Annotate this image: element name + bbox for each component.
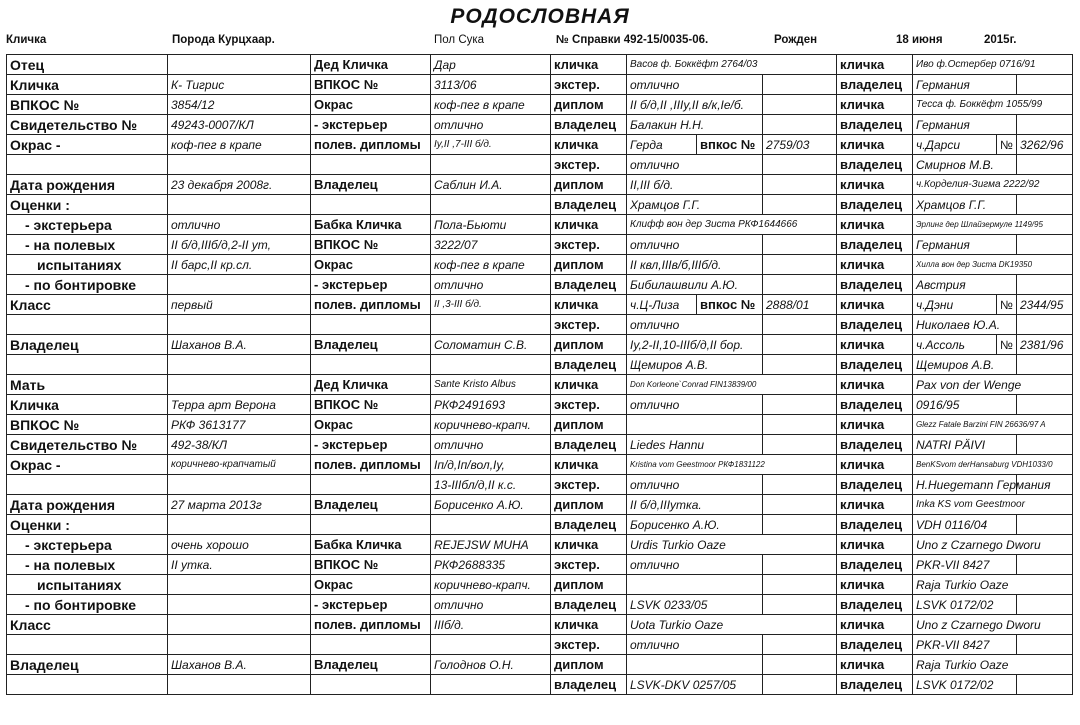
mother-ratings-label: Оценки : bbox=[7, 515, 168, 535]
g3-row6-owner-label: владелец bbox=[837, 315, 913, 335]
g3-row15-owner: LSVK 0172/02 bbox=[913, 675, 1017, 695]
ggp-b6-ext: отлично bbox=[627, 475, 763, 495]
ggp-b8-name: Uota Turkio Oaze bbox=[627, 615, 837, 635]
ggp-b8-ext: отлично bbox=[627, 635, 763, 655]
ggp-b6-owner-label: владелец bbox=[551, 515, 627, 535]
g3-row1-name-label: кличка bbox=[837, 95, 913, 115]
gp-mf-owner: Борисенко А.Ю. bbox=[431, 495, 551, 515]
g3-row15-owner-label: владелец bbox=[837, 675, 913, 695]
g3-row13-name-label: кличка bbox=[837, 575, 913, 595]
ggp-b5-owner: Liedes Hannu bbox=[627, 435, 763, 455]
ggp-b6-dipl-label: диплом bbox=[551, 495, 627, 515]
header-birth-year: 2015г. bbox=[984, 34, 1017, 46]
gp-mf-dipl-cont: 13-IIIбл/д,II к.с. bbox=[431, 475, 551, 495]
g3-row6-name: ч.Дэни bbox=[913, 295, 997, 315]
ggp-b3-owner: Бибилашвили А.Ю. bbox=[627, 275, 763, 295]
ggp-b4-dipl-label: диплом bbox=[551, 335, 627, 355]
g3-row4-name: Эрлинг дер Шлайзермуле 1149/95 bbox=[913, 215, 1073, 235]
ggp-b4-dipl: Iу,2-II,10-IIIб/д,II бор. bbox=[627, 335, 763, 355]
gp-fm-name: Пола-Бьюти bbox=[431, 215, 551, 235]
header-birth-date: 18 июня bbox=[896, 34, 943, 46]
ggp-b4-owner: Щемиров А.В. bbox=[627, 355, 763, 375]
gp-ff-ext: отлично bbox=[431, 115, 551, 135]
ggp-b2-owner-label: владелец bbox=[551, 195, 627, 215]
grandparents-table bbox=[310, 54, 551, 695]
gp-fm-color-label: Окрас bbox=[311, 255, 431, 275]
ggp-b3-ext-label: экстер. bbox=[551, 235, 627, 255]
g3-row9-owner: NATRI PÄIVI bbox=[913, 435, 1017, 455]
ggp-b7-name-label: кличка bbox=[551, 535, 627, 555]
ggp-b8-ext-blank bbox=[763, 635, 837, 655]
gp-mm-vpkos-label: ВПКОС № bbox=[311, 555, 431, 575]
g3-row11-owner-blank bbox=[1017, 515, 1073, 535]
gp-mm-owner-label: Владелец bbox=[311, 655, 431, 675]
gp-mf-vpkos-label: ВПКОС № bbox=[311, 395, 431, 415]
gp-mm-color-label: Окрас bbox=[311, 575, 431, 595]
gp-mm-ext: отлично bbox=[431, 595, 551, 615]
ggp-b1-owner: Балакин Н.Н. bbox=[627, 115, 763, 135]
father-owner-label: Владелец bbox=[7, 335, 168, 355]
mother-vpkos: РКФ 3613177 bbox=[168, 415, 311, 435]
father-bont-label: - по бонтировке bbox=[7, 275, 168, 295]
father-name-label: Кличка bbox=[7, 75, 168, 95]
g3-row0-owner-blank bbox=[1017, 75, 1073, 95]
document-header bbox=[6, 34, 1076, 50]
gp-fm-vpkos-label: ВПКОС № bbox=[311, 235, 431, 255]
g3-row1-owner: Германия bbox=[913, 115, 1017, 135]
ggp-b2-vpkos: 2759/03 bbox=[763, 135, 837, 155]
g3-row2-no: 3262/96 bbox=[1017, 135, 1073, 155]
gp-mm-ext-label: - экстерьер bbox=[311, 595, 431, 615]
gp-ff-color-label: Окрас bbox=[311, 95, 431, 115]
mother-bont-label: - по бонтировке bbox=[7, 595, 168, 615]
ggp-b6-dipl-blank bbox=[763, 495, 837, 515]
g3-row12-owner: PKR-VII 8427 bbox=[913, 555, 1017, 575]
g3-row3-owner-blank bbox=[1017, 195, 1073, 215]
ggp-b6-ext-label: экстер. bbox=[551, 475, 627, 495]
g3-row4-owner: Германия bbox=[913, 235, 1017, 255]
g3-row8-name: Pax von der Wenge bbox=[913, 375, 1073, 395]
g3-row7-owner-label: владелец bbox=[837, 355, 913, 375]
g3-row13-owner-label: владелец bbox=[837, 595, 913, 615]
ggp-b5-ext: отлично bbox=[627, 395, 763, 415]
page-title: РОДОСЛОВНАЯ bbox=[450, 5, 630, 28]
ggp-b8-dipl-label: диплом bbox=[551, 655, 627, 675]
ggp-b1-dipl: II б/д,II ,IIIу,II в/к,Iе/б. bbox=[627, 95, 763, 115]
g3-row5-name-label: кличка bbox=[837, 255, 913, 275]
ggp-b8-dipl-blank bbox=[763, 655, 837, 675]
gp-ff-dipl: Iу,II ,7-III б/д. bbox=[431, 135, 551, 155]
gp-mm-dipl: IIIб/д. bbox=[431, 615, 551, 635]
mother-owner-label: Владелец bbox=[7, 655, 168, 675]
g3-row7-owner: Щемиров А.В. bbox=[913, 355, 1017, 375]
g3-row2-owner-label: владелец bbox=[837, 155, 913, 175]
g3-row6-owner: Николаев Ю.А. bbox=[913, 315, 1017, 335]
great-grandparents-table bbox=[550, 54, 837, 695]
g3-row13-owner-blank bbox=[1017, 595, 1073, 615]
g3-row15-name: Raja Turkio Oaze bbox=[913, 655, 1073, 675]
ggp-b7-owner-blank bbox=[763, 595, 837, 615]
mother-field: II утка. bbox=[168, 555, 311, 575]
g3-row7-no-label: № bbox=[997, 335, 1017, 355]
gp-mf-name-label: Дед Кличка bbox=[311, 375, 431, 395]
mother-cert-label: Свидетельство № bbox=[7, 435, 168, 455]
gp-mf-color: коричнево-крапч. bbox=[431, 415, 551, 435]
header-sex: Пол Сука bbox=[434, 34, 485, 46]
father-cert-label: Свидетельство № bbox=[7, 115, 168, 135]
ggp-b1-owner-label: владелец bbox=[551, 115, 627, 135]
ggp-b2-ext-label: экстер. bbox=[551, 155, 627, 175]
ggp-b2-name-label: кличка bbox=[551, 135, 627, 155]
gp-ff-dipl-label: полев. дипломы bbox=[311, 135, 431, 155]
ggp-b4-ext: отлично bbox=[627, 315, 763, 335]
g3-row5-owner-label: владелец bbox=[837, 275, 913, 295]
g3-row12-owner-blank bbox=[1017, 555, 1073, 575]
gp-fm-name-label: Бабка Кличка bbox=[311, 215, 431, 235]
gp-mm-owner: Голоднов О.Н. bbox=[431, 655, 551, 675]
ggp-b1-name-label: кличка bbox=[551, 55, 627, 75]
father-trials-label: испытаниях bbox=[7, 255, 168, 275]
ggp-b6-ext-blank bbox=[763, 475, 837, 495]
gp-mm-name: REJEJSW MUHA bbox=[431, 535, 551, 555]
ggp-b8-dipl bbox=[627, 655, 763, 675]
g3-row15-owner-blank bbox=[1017, 675, 1073, 695]
ggp-b3-dipl: II квл,IIIв/б,IIIб/д. bbox=[627, 255, 763, 275]
g3-row8-owner-label: владелец bbox=[837, 395, 913, 415]
ggp-b8-owner: LSVK-DKV 0257/05 bbox=[627, 675, 763, 695]
ggp-b5-name: Don Korleone`Conrad FIN13839/00 bbox=[627, 375, 837, 395]
ggp-b5-dipl-blank bbox=[763, 415, 837, 435]
ggp-b7-ext-label: экстер. bbox=[551, 555, 627, 575]
mother-color: коричнево-крапчатый bbox=[168, 455, 311, 475]
ggp-b3-dipl-blank bbox=[763, 255, 837, 275]
father-trials: II барс,II кр.сл. bbox=[168, 255, 311, 275]
g3-row6-owner-blank bbox=[1017, 315, 1073, 335]
mother-trials-label: испытаниях bbox=[7, 575, 168, 595]
g3-row11-owner-label: владелец bbox=[837, 515, 913, 535]
great-great-grandparents-table bbox=[836, 54, 1073, 695]
ggp-b8-ext-label: экстер. bbox=[551, 635, 627, 655]
g3-row3-name: ч.Корделия-Зигма 2222/92 bbox=[913, 175, 1073, 195]
gp-ff-vpkos-label: ВПКОС № bbox=[311, 75, 431, 95]
g3-row11-name-label: кличка bbox=[837, 495, 913, 515]
ggp-b3-dipl-label: диплом bbox=[551, 255, 627, 275]
ggp-b7-dipl-blank bbox=[763, 575, 837, 595]
gp-mf-vpkos: РКФ2491693 bbox=[431, 395, 551, 415]
mother-cert: 492-38/КЛ bbox=[168, 435, 311, 455]
g3-row3-owner: Храмцов Г.Г. bbox=[913, 195, 1017, 215]
ggp-b2-owner: Храмцов Г.Г. bbox=[627, 195, 763, 215]
ggp-b3-name: Клифф вон дер Зиста РКФ1644666 bbox=[627, 215, 837, 235]
ggp-b4-dipl-blank bbox=[763, 335, 837, 355]
gp-mf-name: Sante Kristo Albus bbox=[431, 375, 551, 395]
ggp-b4-name: ч.Ц-Лиза bbox=[627, 295, 697, 315]
g3-row14-owner-label: владелец bbox=[837, 635, 913, 655]
ggp-b4-name-label: кличка bbox=[551, 295, 627, 315]
g3-row10-owner-label: владелец bbox=[837, 475, 913, 495]
ggp-b4-vpkos: 2888/01 bbox=[763, 295, 837, 315]
g3-row0-name-label: кличка bbox=[837, 55, 913, 75]
ggp-b5-owner-label: владелец bbox=[551, 435, 627, 455]
g3-row10-owner: H.Huegemann Германия bbox=[913, 475, 1017, 495]
g3-row13-owner: LSVK 0172/02 bbox=[913, 595, 1017, 615]
ggp-b3-owner-label: владелец bbox=[551, 275, 627, 295]
g3-row8-owner-blank bbox=[1017, 395, 1073, 415]
g3-row5-name: Хилла вон дер Зиста DK19350 bbox=[913, 255, 1073, 275]
g3-row2-no-label: № bbox=[997, 135, 1017, 155]
gp-fm-ext-label: - экстерьер bbox=[311, 275, 431, 295]
g3-row12-name-label: кличка bbox=[837, 535, 913, 555]
mother-vpkos-label: ВПКОС № bbox=[7, 415, 168, 435]
gp-fm-ext: отлично bbox=[431, 275, 551, 295]
g3-row0-owner-label: владелец bbox=[837, 75, 913, 95]
g3-row5-owner: Австрия bbox=[913, 275, 1017, 295]
g3-row7-no: 2381/96 bbox=[1017, 335, 1073, 355]
ggp-b5-name-label: кличка bbox=[551, 375, 627, 395]
ggp-b2-name: Герда bbox=[627, 135, 697, 155]
g3-row0-owner: Германия bbox=[913, 75, 1017, 95]
ggp-b2-dipl-blank bbox=[763, 175, 837, 195]
ggp-b6-owner: Борисенко А.Ю. bbox=[627, 515, 763, 535]
mother-owner: Шаханов В.А. bbox=[168, 655, 311, 675]
gp-ff-name: Дар bbox=[431, 55, 551, 75]
g3-row6-name-label: кличка bbox=[837, 295, 913, 315]
header-breed: Порода Курцхаар. bbox=[172, 34, 275, 46]
ggp-b1-dipl-label: диплом bbox=[551, 95, 627, 115]
gp-ff-vpkos: 3113/06 bbox=[431, 75, 551, 95]
g3-row4-owner-blank bbox=[1017, 235, 1073, 255]
g3-row11-name: Inka KS vom Geestmoor bbox=[913, 495, 1073, 515]
ggp-b2-ext-blank bbox=[763, 155, 837, 175]
g3-row12-name: Uno z Czarnego Dworu bbox=[913, 535, 1073, 555]
father-owner: Шаханов В.А. bbox=[168, 335, 311, 355]
g3-row9-name-label: кличка bbox=[837, 415, 913, 435]
ggp-b7-dipl-label: диплом bbox=[551, 575, 627, 595]
father-ext-label: - экстерьера bbox=[7, 215, 168, 235]
gp-ff-name-label: Дед Кличка bbox=[311, 55, 431, 75]
mother-name-label: Кличка bbox=[7, 395, 168, 415]
gp-mf-dipl: Iп/д,Iп/вол,Iу, bbox=[431, 455, 551, 475]
father-class: первый bbox=[168, 295, 311, 315]
g3-row4-name-label: кличка bbox=[837, 215, 913, 235]
g3-row3-owner-label: владелец bbox=[837, 195, 913, 215]
father-birth: 23 декабря 2008г. bbox=[168, 175, 311, 195]
g3-row4-owner-label: владелец bbox=[837, 235, 913, 255]
ggp-b4-ext-label: экстер. bbox=[551, 315, 627, 335]
g3-row7-owner-blank bbox=[1017, 355, 1073, 375]
ggp-b8-name-label: кличка bbox=[551, 615, 627, 635]
gp-ff-owner: Саблин И.А. bbox=[431, 175, 551, 195]
g3-row13-name: Raja Turkio Oaze bbox=[913, 575, 1073, 595]
ggp-b4-ext-blank bbox=[763, 315, 837, 335]
ggp-b1-ext: отлично bbox=[627, 75, 763, 95]
gp-mf-ext: отлично bbox=[431, 435, 551, 455]
ggp-b8-owner-blank bbox=[763, 675, 837, 695]
gp-ff-ext-label: - экстерьер bbox=[311, 115, 431, 135]
mother-name: Терра арт Верона bbox=[168, 395, 311, 415]
father-field: II б/д,IIIб/д,2-II ут, bbox=[168, 235, 311, 255]
mother-ext: очень хорошо bbox=[168, 535, 311, 555]
gp-fm-dipl: II ,3-III б/д. bbox=[431, 295, 551, 315]
gp-fm-color: коф-пег в крапе bbox=[431, 255, 551, 275]
ggp-b2-ext: отлично bbox=[627, 155, 763, 175]
gp-mf-ext-label: - экстерьер bbox=[311, 435, 431, 455]
g3-row14-owner: PKR-VII 8427 bbox=[913, 635, 1017, 655]
father-field-label: - на полевых bbox=[7, 235, 168, 255]
gp-mf-owner-label: Владелец bbox=[311, 495, 431, 515]
g3-row6-no: 2344/95 bbox=[1017, 295, 1073, 315]
ggp-b3-ext-blank bbox=[763, 235, 837, 255]
ggp-b3-ext: отлично bbox=[627, 235, 763, 255]
ggp-b6-name: Kristina vom Geestmoor РКФ1831122 bbox=[627, 455, 837, 475]
ggp-b2-dipl: II,III б/д. bbox=[627, 175, 763, 195]
g3-row2-owner-blank bbox=[1017, 155, 1073, 175]
father-name: К- Тигрис bbox=[168, 75, 311, 95]
ggp-b4-vpkos-label: впкос № bbox=[697, 295, 763, 315]
g3-row9-owner-blank bbox=[1017, 435, 1073, 455]
ggp-b1-name: Васов ф. Боккёфт 2764/03 bbox=[627, 55, 837, 75]
ggp-b6-dipl: II б/д,IIIутка. bbox=[627, 495, 763, 515]
g3-row14-name-label: кличка bbox=[837, 615, 913, 635]
g3-row7-name: ч.Ассоль bbox=[913, 335, 997, 355]
ggp-b2-vpkos-label: впкос № bbox=[697, 135, 763, 155]
g3-row14-owner-blank bbox=[1017, 635, 1073, 655]
ggp-b4-owner-label: владелец bbox=[551, 355, 627, 375]
g3-row3-name-label: кличка bbox=[837, 175, 913, 195]
gp-ff-color: коф-пег в крапе bbox=[431, 95, 551, 115]
mother-birth-label: Дата рождения bbox=[7, 495, 168, 515]
g3-row12-owner-label: владелец bbox=[837, 555, 913, 575]
father-section-label: Отец bbox=[7, 55, 168, 75]
gp-mm-vpkos: РКФ2688335 bbox=[431, 555, 551, 575]
ggp-b7-ext-blank bbox=[763, 555, 837, 575]
mother-field-label: - на полевых bbox=[7, 555, 168, 575]
ggp-b7-owner-label: владелец bbox=[551, 595, 627, 615]
ggp-b2-dipl-label: диплом bbox=[551, 175, 627, 195]
mother-section-label: Мать bbox=[7, 375, 168, 395]
g3-row1-name: Тесса ф. Боккёфт 1055/99 bbox=[913, 95, 1073, 115]
ggp-b1-dipl-blank bbox=[763, 95, 837, 115]
ggp-b7-name: Urdis Turkio Oaze bbox=[627, 535, 837, 555]
mother-birth: 27 марта 2013г bbox=[168, 495, 311, 515]
father-birth-label: Дата рождения bbox=[7, 175, 168, 195]
ggp-b6-name-label: кличка bbox=[551, 455, 627, 475]
ggp-b7-ext: отлично bbox=[627, 555, 763, 575]
mother-class-label: Класс bbox=[7, 615, 168, 635]
g3-row2-name: ч.Дарси bbox=[913, 135, 997, 155]
ggp-b1-owner-blank bbox=[763, 115, 837, 135]
header-born-label: Рожден bbox=[774, 34, 818, 46]
gp-mm-name-label: Бабка Кличка bbox=[311, 535, 431, 555]
g3-row1-owner-label: владелец bbox=[837, 115, 913, 135]
ggp-b1-ext-label: экстер. bbox=[551, 75, 627, 95]
g3-row8-owner: 0916/95 bbox=[913, 395, 1017, 415]
header-name-label: Кличка bbox=[6, 34, 47, 46]
ggp-b8-owner-label: владелец bbox=[551, 675, 627, 695]
ggp-b5-ext-blank bbox=[763, 395, 837, 415]
gp-mm-color: коричнево-крапч. bbox=[431, 575, 551, 595]
g3-row5-owner-blank bbox=[1017, 275, 1073, 295]
ggp-b3-owner-blank bbox=[763, 275, 837, 295]
gp-ff-owner-label: Владелец bbox=[311, 175, 431, 195]
gp-fm-dipl-label: полев. дипломы bbox=[311, 295, 431, 315]
ggp-b2-owner-blank bbox=[763, 195, 837, 215]
header-certificate: № Справки 492-15/0035-06. bbox=[556, 34, 709, 46]
g3-row9-owner-label: владелец bbox=[837, 435, 913, 455]
gp-mm-dipl-label: полев. дипломы bbox=[311, 615, 431, 635]
g3-row0-name: Иво ф.Остербер 0716/91 bbox=[913, 55, 1073, 75]
gp-fm-owner-label: Владелец bbox=[311, 335, 431, 355]
ggp-b5-dipl-label: диплом bbox=[551, 415, 627, 435]
mother-color-label: Окрас - bbox=[7, 455, 168, 475]
g3-row2-owner: Смирнов М.В. bbox=[913, 155, 1017, 175]
g3-row1-owner-blank bbox=[1017, 115, 1073, 135]
father-color-label: Окрас - bbox=[7, 135, 168, 155]
gp-mf-color-label: Окрас bbox=[311, 415, 431, 435]
g3-row11-owner: VDH 0116/04 bbox=[913, 515, 1017, 535]
father-vpkos: 3854/12 bbox=[168, 95, 311, 115]
ggp-b3-name-label: кличка bbox=[551, 215, 627, 235]
gp-fm-vpkos: 3222/07 bbox=[431, 235, 551, 255]
g3-row10-name: BenKSvom derHansaburg VDH1033/0 bbox=[913, 455, 1073, 475]
ggp-b1-ext-blank bbox=[763, 75, 837, 95]
g3-row8-name-label: кличка bbox=[837, 375, 913, 395]
father-color: коф-пег в крапе bbox=[168, 135, 311, 155]
father-vpkos-label: ВПКОС № bbox=[7, 95, 168, 115]
g3-row9-name: Glezz Fatale Barzini FIN 26636/97 A bbox=[913, 415, 1073, 435]
parents-table bbox=[6, 54, 311, 695]
father-ext: отлично bbox=[168, 215, 311, 235]
ggp-b7-dipl bbox=[627, 575, 763, 595]
father-cert: 49243-0007/КЛ bbox=[168, 115, 311, 135]
gp-mf-dipl-label: полев. дипломы bbox=[311, 455, 431, 475]
ggp-b6-owner-blank bbox=[763, 515, 837, 535]
g3-row14-name: Uno z Czarnego Dworu bbox=[913, 615, 1073, 635]
father-ratings-label: Оценки : bbox=[7, 195, 168, 215]
ggp-b4-owner-blank bbox=[763, 355, 837, 375]
g3-row10-name-label: кличка bbox=[837, 455, 913, 475]
ggp-b5-dipl bbox=[627, 415, 763, 435]
ggp-b5-ext-label: экстер. bbox=[551, 395, 627, 415]
ggp-b7-owner: LSVK 0233/05 bbox=[627, 595, 763, 615]
g3-row6-no-label: № bbox=[997, 295, 1017, 315]
mother-ext-label: - экстерьера bbox=[7, 535, 168, 555]
g3-row2-name-label: кличка bbox=[837, 135, 913, 155]
ggp-b5-owner-blank bbox=[763, 435, 837, 455]
g3-row15-name-label: кличка bbox=[837, 655, 913, 675]
g3-row7-name-label: кличка bbox=[837, 335, 913, 355]
father-class-label: Класс bbox=[7, 295, 168, 315]
gp-fm-owner: Соломатин С.В. bbox=[431, 335, 551, 355]
